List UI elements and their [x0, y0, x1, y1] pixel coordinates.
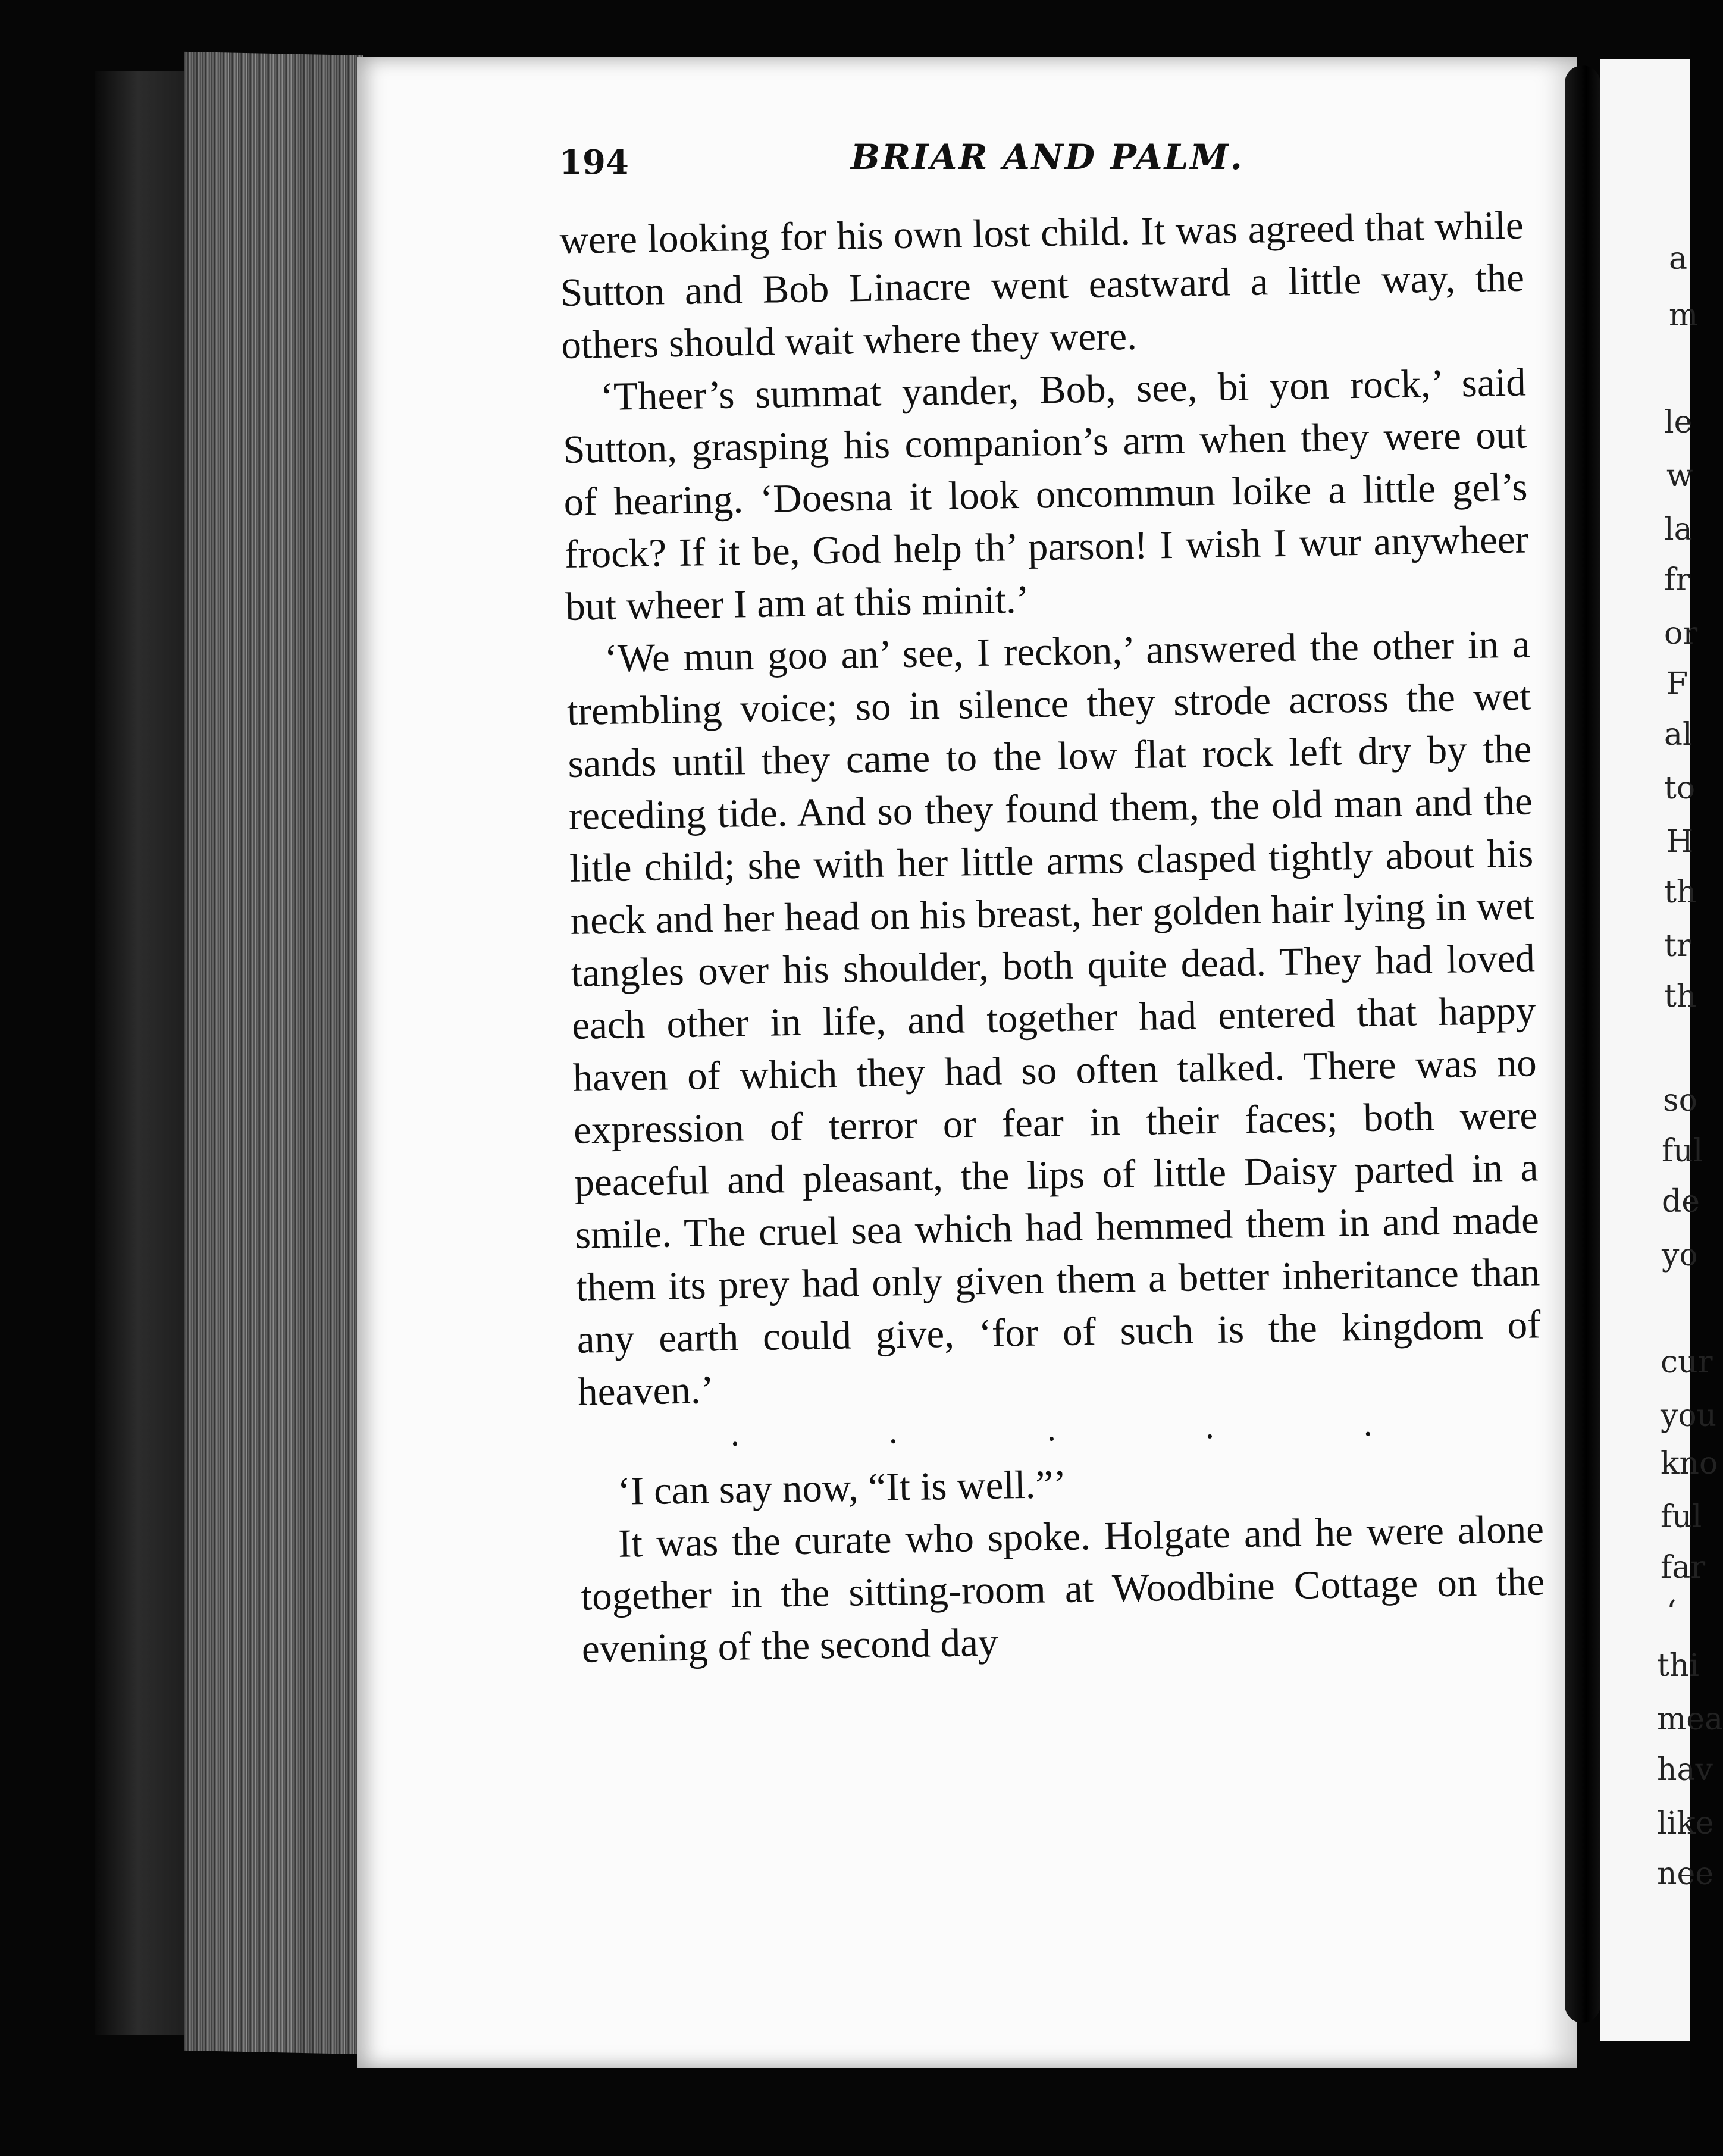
facing-page-line: m — [1669, 297, 1699, 333]
facing-page-line: far — [1661, 1550, 1706, 1585]
facing-page-line: H — [1666, 824, 1694, 860]
section-break-dot: . — [1363, 1403, 1373, 1444]
facing-page — [1600, 59, 1723, 2041]
facing-page-line: tr — [1664, 928, 1691, 964]
running-head — [559, 137, 1244, 184]
facing-page-line: like — [1657, 1806, 1714, 1841]
section-break-dot: . — [888, 1411, 898, 1451]
page-edges — [184, 52, 363, 2054]
facing-page-line: al — [1664, 717, 1693, 753]
paragraph-2: ‘Theer’s summat yander, Bob, see, bi yon rock,’ said Sutton, grasping his companion’s arm when they were out of hearing. ‘Doesna it look oncommun loike a little gel’s frock? If it be, God help th’ parson! I wish I wur anywheer but wheer I am at this minit.’ — [562, 360, 1529, 629]
facing-page-line: to — [1664, 770, 1696, 806]
running-title: BRIAR AND PALM. — [851, 137, 1244, 177]
section-break-dot: . — [730, 1414, 740, 1453]
paragraph-1: were looking for his own lost child. It was agreed that while Sutton and Bob Linacre went eastward a little way, the others should wait where they were. — [559, 203, 1525, 367]
facing-page-line: le — [1664, 405, 1693, 440]
facing-page-line: so — [1663, 1083, 1697, 1118]
facing-page-line: la — [1664, 512, 1693, 547]
facing-page-line: hav — [1657, 1752, 1713, 1788]
paragraph-3: ‘We mun goo an’ see, I reckon,’ answered the other in a trembling voice; so in silence they strode across the wet sands until they came to the low flat rock left dry by the receding tide. And so they found them, the old man and the litle child; she with her little arms clasped tightly about his neck and her head on his breast, her golden hair lying in wet tangles over his shoulder, both quite dead. They had loved each other in life, and together had entered that happy haven of which they had so often talked. There was no expression of terror or fear in their faces; both were peaceful and pleasant, the lips of little Daisy parted in a smile. The cruel sea which had hemmed them in and made them its prey had only given them a better inheritance than any earth could give, ‘for of such is the kingdom of heaven.’ — [566, 622, 1542, 1414]
facing-page-line: you — [1661, 1398, 1717, 1434]
facing-page-line: yo — [1662, 1237, 1698, 1273]
book-gutter — [1565, 65, 1600, 2023]
facing-page-line: or — [1664, 616, 1698, 651]
facing-page-line: w — [1666, 458, 1693, 494]
section-break-dot: . — [1047, 1409, 1057, 1449]
facing-page-line: nee — [1657, 1856, 1714, 1892]
facing-page-line: de — [1662, 1184, 1700, 1220]
paragraph-5: It was the curate who spoke. Holgate and he were alone together in the sitting-room at Woodbine Cottage on the evening of the second day — [580, 1507, 1545, 1671]
facing-page-line: th — [1664, 979, 1697, 1014]
facing-page-line: a — [1669, 241, 1688, 277]
facing-page-line: thi — [1657, 1648, 1700, 1684]
facing-page-line: F — [1666, 666, 1688, 702]
body-text — [559, 199, 1546, 1675]
page-number: 194 — [559, 143, 629, 182]
facing-page-line: ‘ — [1666, 1594, 1677, 1630]
facing-page-line: fr — [1664, 562, 1691, 598]
section-break-dot: . — [1205, 1406, 1215, 1446]
facing-page-line: ful — [1661, 1499, 1702, 1535]
facing-page-line: ful — [1662, 1133, 1703, 1169]
facing-page-line: mea — [1657, 1701, 1723, 1737]
facing-page-line: th — [1664, 875, 1697, 910]
facing-page-line: kno — [1661, 1446, 1718, 1481]
paragraph-4: ‘I can say now, “It is well.”’ — [617, 1462, 1067, 1513]
facing-page-line: cur — [1661, 1345, 1713, 1380]
